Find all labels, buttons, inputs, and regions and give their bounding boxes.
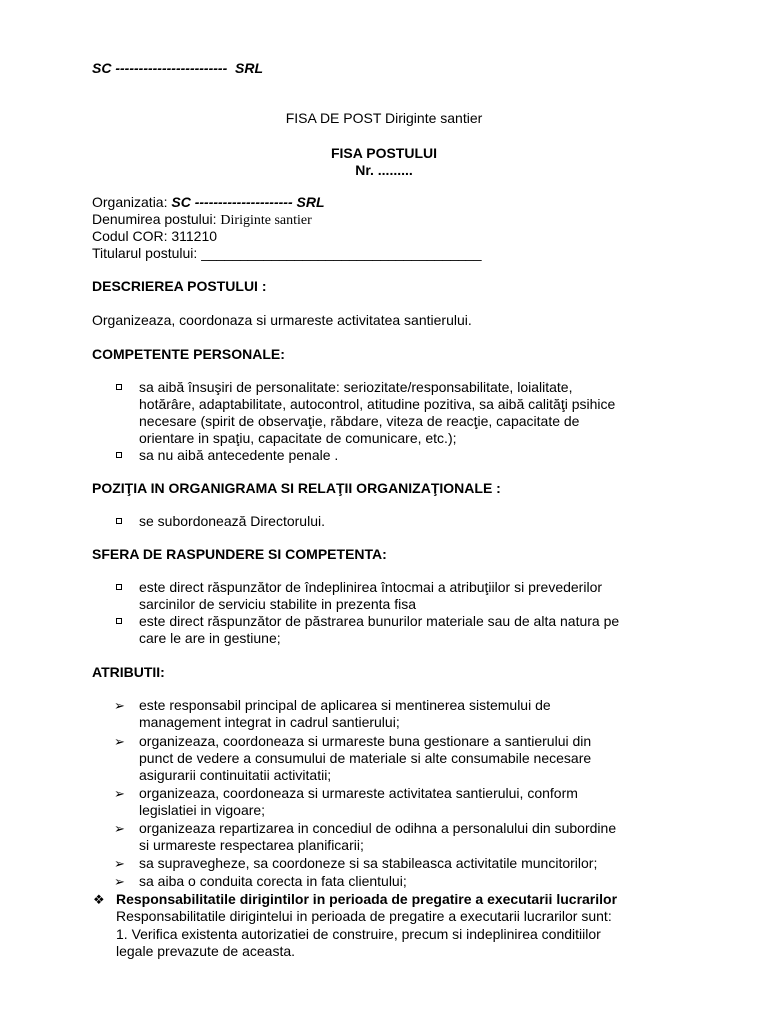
resp-line-3: legale prevazute de aceasta.	[116, 943, 296, 959]
company-dashes: ------------------------	[115, 60, 228, 76]
cor-label: Codul COR:	[92, 228, 172, 244]
company-suffix: SRL	[235, 60, 264, 76]
holder-label: Titularul postului:	[92, 245, 202, 261]
subtitle-text: FISA POSTULUI	[330, 145, 438, 161]
arrow-bullet-icon: ➢	[114, 821, 125, 836]
arrow-bullet-icon: ➢	[114, 734, 125, 749]
org-value: SC --------------------- SRL	[171, 194, 325, 210]
post-label: Denumirea postului:	[92, 211, 221, 227]
atributii-item-5-line-1: sa supravegheze, sa coordoneze si sa stabileasca activitatile muncitorilor;	[139, 855, 598, 871]
competente-item-1-line-3: necesare (spirit de observaţie, răbdare, viteza de reacţie, capacitate de	[139, 413, 580, 429]
section-atributii-title: ATRIBUTII:	[92, 664, 165, 680]
title-text: FISA DE POST Diriginte santier	[285, 110, 483, 126]
arrow-bullet-icon: ➢	[114, 786, 125, 801]
section-sfera-title: SFERA DE RASPUNDERE SI COMPETENTA:	[92, 546, 387, 562]
atributii-item-6-line-1: sa aiba o conduita corecta in fata clientului;	[139, 873, 407, 889]
resp-title: Responsabilitatile dirigintilor in perioada de pregatire a executarii lucrarilor	[116, 891, 618, 907]
arrow-bullet-icon: ➢	[114, 698, 125, 713]
section-descriere-title: DESCRIEREA POSTULUI :	[92, 278, 267, 294]
atributii-item-2-line-1: organizeaza, coordoneaza si urmareste buna gestionare a santierului din	[139, 733, 592, 749]
arrow-bullet-icon: ➢	[114, 856, 125, 871]
org-label: Organizatia:	[92, 194, 172, 210]
cor-line	[92, 228, 217, 245]
competente-item-2-line-1: sa nu aibă antecedente penale .	[139, 447, 339, 463]
holder-line	[92, 245, 482, 262]
competente-item-1-line-2: hotărâre, adaptabilitate, autocontrol, atitudine pozitiva, sa aibă calităţi psihice	[139, 396, 616, 412]
section-competente-title: COMPETENTE PERSONALE:	[92, 346, 285, 362]
square-bullet-icon	[116, 452, 122, 458]
holder-value: ____________________________________	[201, 245, 482, 261]
sfera-item-1-line-1: este direct răspunzător de îndeplinirea întocmai a atribuţiilor si prevederilor	[139, 579, 603, 595]
square-bullet-icon	[116, 518, 122, 524]
document-title	[0, 110, 768, 127]
company-prefix: SC	[92, 60, 112, 76]
atributii-item-3-line-1: organizeaza, coordoneaza si urmareste activitatea santierului, conform	[139, 785, 578, 801]
pozitia-item-1-line-1: se subordonează Directorului.	[139, 513, 325, 529]
post-line	[92, 211, 312, 229]
company-header	[92, 60, 263, 77]
square-bullet-icon	[116, 584, 122, 590]
square-bullet-icon	[116, 384, 122, 390]
resp-line-1: Responsabilitatile dirigintelui in perioada de pregatire a executarii lucrarilor sunt:	[116, 908, 612, 924]
competente-item-1-line-4: orientare in spaţiu, capacitate de comunicare, etc.);	[139, 430, 457, 446]
document-number	[0, 162, 768, 179]
sfera-item-2-line-1: este direct răspunzător de păstrarea bunurilor materiale sau de alta natura pe	[139, 613, 620, 629]
atributii-item-2-line-3: asigurarii continuitatii activitatii;	[139, 767, 332, 783]
cor-value: 311210	[171, 228, 218, 244]
sfera-item-1-line-2: sarcinilor de serviciu stabilite in prezenta fisa	[139, 596, 417, 612]
atributii-item-1-line-1: este responsabil principal de aplicarea si mentinerea sistemului de	[139, 697, 551, 713]
square-bullet-icon	[116, 618, 122, 624]
document-subtitle	[0, 145, 768, 162]
diamond-bullet-icon: ❖	[93, 892, 105, 907]
atributii-item-2-line-2: punct de vedere a consumului de materiale si alte consumabile necesare	[139, 750, 592, 766]
number-text: Nr. .........	[355, 162, 413, 178]
descriere-text: Organizeaza, coordonaza si urmareste activitatea santierului.	[92, 312, 472, 328]
atributii-item-1-line-2: management integrat in cadrul santierului;	[139, 714, 400, 730]
atributii-item-4-line-2: si urmareste respectarea planificarii;	[139, 837, 364, 853]
post-value: Diriginte santier	[220, 213, 312, 228]
sfera-item-2-line-2: care le are in gestiune;	[139, 630, 281, 646]
section-pozitia-title: POZIŢIA IN ORGANIGRAMA SI RELAŢII ORGANIZAŢIONALE :	[92, 480, 501, 496]
org-line	[92, 194, 325, 211]
competente-item-1-line-1: sa aibă însuşiri de personalitate: seriozitate/responsabilitate, loialitate,	[139, 379, 573, 395]
atributii-item-4-line-1: organizeaza repartizarea in concediul de odihna a personalului din subordine	[139, 820, 617, 836]
atributii-item-3-line-2: legislatiei in vigoare;	[139, 802, 266, 818]
resp-line-2: 1. Verifica existenta autorizatiei de construire, precum si indeplinirea conditiilor	[116, 926, 601, 942]
arrow-bullet-icon: ➢	[114, 874, 125, 889]
